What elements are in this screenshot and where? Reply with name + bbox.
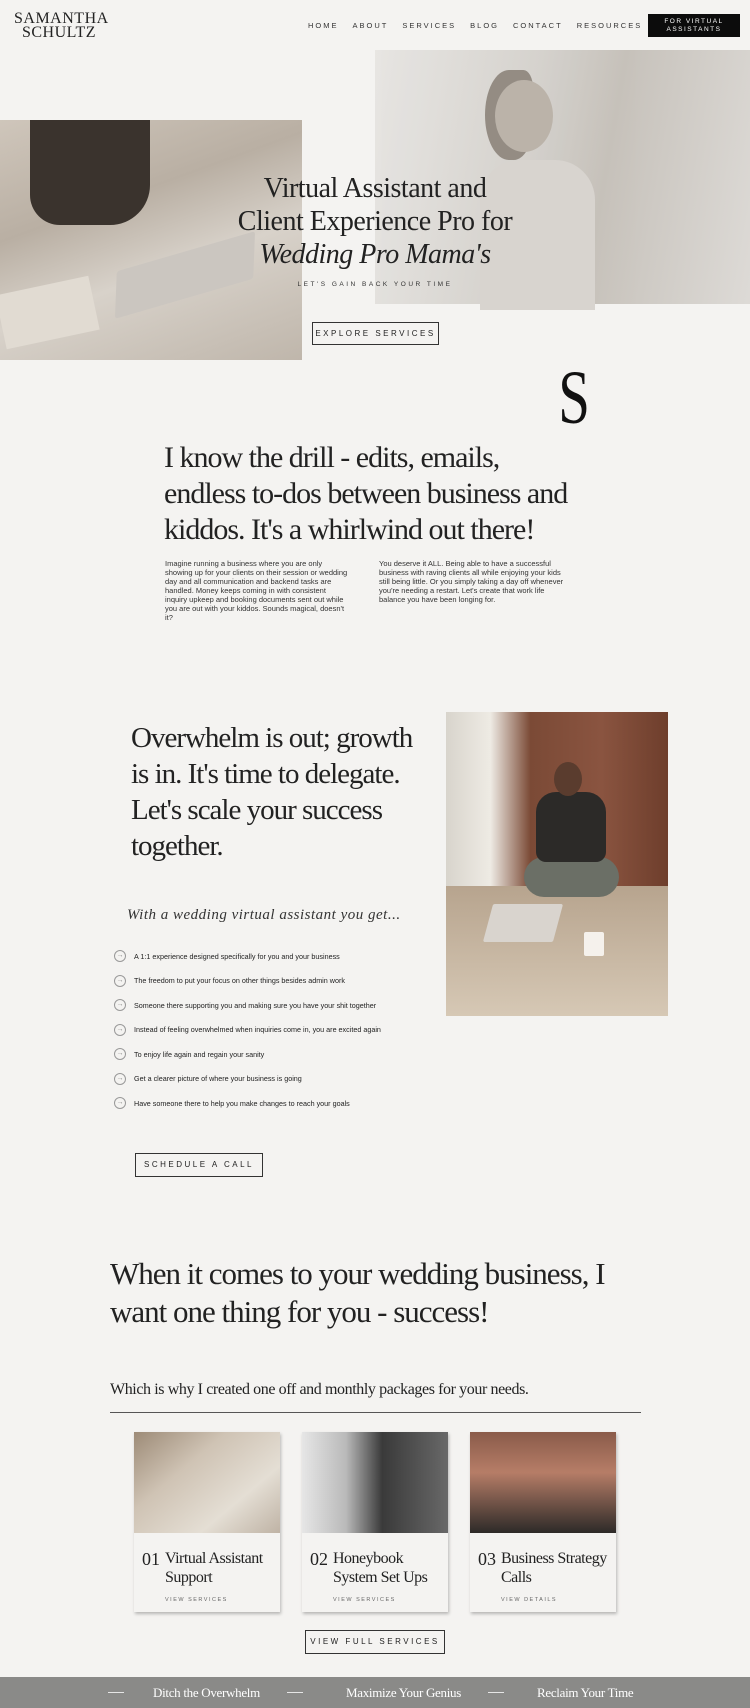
list-item <box>114 993 424 1018</box>
card-link[interactable]: VIEW SERVICES <box>165 1597 228 1603</box>
dash-divider <box>108 1692 124 1693</box>
card-number: 02 <box>310 1549 328 1569</box>
service-card-image <box>134 1432 280 1533</box>
band-item-2: Maximize Your Genius <box>346 1685 461 1700</box>
list-item <box>114 944 424 969</box>
card-title: Virtual Assistant Support <box>165 1550 263 1586</box>
list-item-text: Get a clearer picture of where your business is going <box>134 1074 302 1084</box>
card-link[interactable]: VIEW SERVICES <box>333 1597 396 1603</box>
benefits-script-heading: With a wedding virtual assistant you get... <box>127 907 401 923</box>
nav-home[interactable]: HOME <box>308 21 339 30</box>
service-card-honeybook[interactable] <box>302 1432 448 1612</box>
card-title: Business Strategy Calls <box>501 1550 607 1586</box>
arrow-right-icon: → <box>114 1048 126 1060</box>
hero-title <box>0 172 750 271</box>
nav-contact[interactable]: CONTACT <box>512 21 563 30</box>
hero-title-line-2: Client Experience Pro for <box>237 206 513 237</box>
list-item <box>114 1091 424 1116</box>
benefits-list <box>114 944 424 1116</box>
monogram-logo: S <box>558 356 590 440</box>
nav-about[interactable]: ABOUT <box>352 21 389 30</box>
intro-heading: I know the drill - edits, emails, endless to-dos between business and kiddos. It's a whirlwind out there! <box>164 441 568 546</box>
list-item-text: Instead of feeling overwhelmed when inquiries come in, you are excited again <box>134 1025 381 1035</box>
list-item-text: Have someone there to help you make changes to reach your goals <box>134 1098 350 1108</box>
logo-line-2: SCHULTZ <box>21 24 97 41</box>
card-title: Honeybook System Set Ups <box>333 1550 428 1586</box>
dash-divider <box>488 1692 504 1693</box>
packages-subheading: Which is why I created one off and monthly packages for your needs. <box>110 1381 529 1398</box>
nav-resources[interactable]: RESOURCES <box>576 21 643 30</box>
site-logo[interactable] <box>14 10 109 41</box>
explore-services-button[interactable]: EXPLORE SERVICES <box>312 322 439 345</box>
list-item <box>114 1018 424 1043</box>
intro-paragraph-1: Imagine running a business where you are only showing up for your clients on their session or wedding day and all communication and backend tasks are handled. Money keeps coming in with consistent inquiry upkeep and booking documents sent out while you are out with your kiddos. Sounds magical, doesn't it? <box>165 559 348 622</box>
card-link[interactable]: VIEW DETAILS <box>501 1597 558 1603</box>
list-item <box>114 969 424 994</box>
list-item <box>114 1067 424 1092</box>
list-item-text: Someone there supporting you and making sure you have your shit together <box>134 1000 377 1010</box>
card-number: 03 <box>478 1549 496 1569</box>
view-full-services-button[interactable]: VIEW FULL SERVICES <box>305 1630 445 1654</box>
nav-blog[interactable]: BLOG <box>470 21 499 30</box>
band-item-1: Ditch the Overwhelm <box>153 1685 260 1700</box>
service-card-virtual-assistant[interactable] <box>134 1432 280 1612</box>
arrow-right-icon: → <box>114 950 126 962</box>
cta-line-1: FOR VIRTUAL <box>664 18 724 25</box>
intro-paragraph-2: You deserve it ALL. Being able to have a successful business with raving clients all while enjoying your kids still being little. Or you simply taking a day off whenever you're needing a restart. Let's create that work life balance you have been longing for. <box>379 559 564 604</box>
list-item <box>114 1042 424 1067</box>
nav-services[interactable]: SERVICES <box>402 21 457 30</box>
band-item-3: Reclaim Your Time <box>537 1685 634 1700</box>
service-card-image <box>470 1432 616 1533</box>
arrow-right-icon: → <box>114 999 126 1011</box>
working-on-floor-photo <box>446 712 668 1016</box>
arrow-right-icon: → <box>114 975 126 987</box>
logo-line-1: SAMANTHA <box>14 10 109 27</box>
divider <box>110 1412 641 1413</box>
cta-line-2: ASSISTANTS <box>666 26 722 33</box>
service-card-strategy-calls[interactable] <box>470 1432 616 1612</box>
card-number: 01 <box>142 1549 160 1569</box>
overwhelm-heading: Overwhelm is out; growth is in. It's time to delegate. Let's scale your success together. <box>131 722 413 862</box>
success-heading: When it comes to your wedding business, I want one thing for you - success! <box>110 1256 605 1329</box>
arrow-right-icon: → <box>114 1097 126 1109</box>
arrow-right-icon: → <box>114 1073 126 1085</box>
hero-title-line-3: Wedding Pro Mama's <box>259 239 491 270</box>
arrow-right-icon: → <box>114 1024 126 1036</box>
schedule-call-button[interactable]: SCHEDULE A CALL <box>135 1153 263 1177</box>
hero-subtitle: LET'S GAIN BACK YOUR TIME <box>297 281 453 288</box>
list-item-text: To enjoy life again and regain your sanity <box>134 1049 265 1059</box>
list-item-text: The freedom to put your focus on other things besides admin work <box>134 976 345 986</box>
dash-divider <box>287 1692 303 1693</box>
for-virtual-assistants-button[interactable] <box>648 14 740 37</box>
main-nav <box>308 21 642 30</box>
hero-title-line-1: Virtual Assistant and <box>263 173 487 204</box>
list-item-text: A 1:1 experience designed specifically for you and your business <box>134 951 340 961</box>
service-card-image <box>302 1432 448 1533</box>
